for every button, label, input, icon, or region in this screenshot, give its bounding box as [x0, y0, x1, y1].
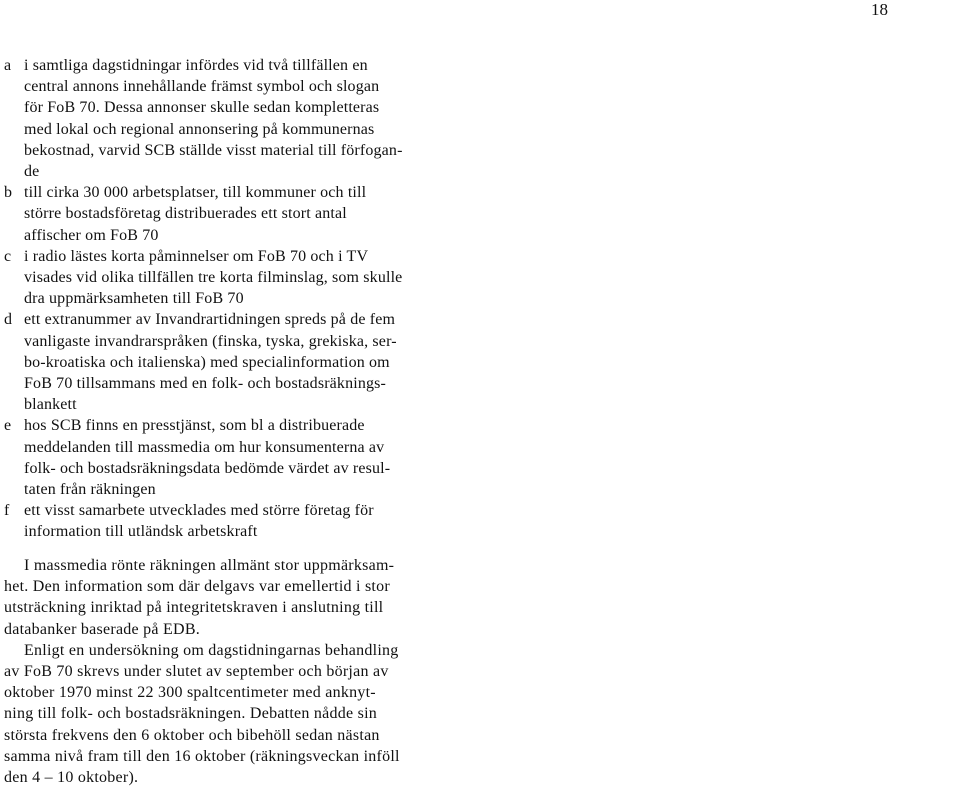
list-item-text — [24, 182, 422, 246]
list-item-letter: f — [4, 502, 10, 520]
list-item-letter: c — [4, 247, 12, 265]
text-line: största frekvens den 6 oktober och bibehöll sedan nästan — [4, 726, 380, 744]
text-line: taten från räkningen — [24, 481, 156, 499]
text-line: oktober 1970 minst 22 300 spaltcentimeter med anknyt- — [4, 684, 376, 702]
list-item — [4, 246, 422, 310]
text-line: i samtliga dagstidningar infördes vid två tillfällen en — [24, 57, 368, 74]
text-line: affischer om FoB 70 — [24, 226, 159, 244]
text-line: hos SCB finns en presstjänst, som bl a distribuerade — [24, 417, 365, 435]
list-item-text — [24, 309, 422, 415]
text-line: större bostadsföretag distribuerades ett stort antal — [24, 205, 347, 223]
text-line: FoB 70 tillsammans med en folk- och bostadsräknings- — [24, 375, 386, 393]
lettered-list — [4, 55, 422, 543]
text-line: I massmedia rönte räkningen allmänt stor uppmärksam- — [24, 557, 395, 574]
text-line: visades vid olika tillfällen tre korta filminslag, som skulle — [24, 269, 403, 287]
text-line: bo-kroatiska och italienska) med specialinformation om — [24, 353, 390, 371]
list-item-text — [24, 415, 422, 500]
text-line: Enligt en undersökning om dagstidningarnas behandling — [24, 641, 399, 659]
text-line: vanligaste invandrarspråken (finska, tyska, grekiska, ser- — [24, 332, 397, 350]
list-item-text — [24, 55, 422, 182]
text-line: information till utländsk arbetskraft — [24, 523, 258, 541]
text-line: ning till folk- och bostadsräkningen. Debatten nådde sin — [4, 705, 378, 723]
text-line: het. Den information som där delgavs var emellertid i stor — [4, 578, 390, 596]
text-line: ett visst samarbete utvecklades med större företag för — [24, 502, 374, 520]
list-item-letter: d — [4, 311, 12, 329]
text-line: blankett — [24, 396, 77, 414]
text-line: den 4 – 10 oktober). — [4, 769, 139, 787]
list-item — [4, 309, 422, 415]
text-line: bekostnad, varvid SCB ställde visst material till förfogan- — [24, 141, 403, 159]
text-line: till cirka 30 000 arbetsplatser, till kommuner och till — [24, 184, 367, 202]
list-item — [4, 182, 422, 246]
text-line: samma nivå fram till den 16 oktober (räkningsveckan inföll — [4, 747, 400, 765]
paragraph — [4, 640, 422, 788]
list-item — [4, 55, 422, 182]
list-item-text — [24, 500, 422, 542]
list-item — [4, 415, 422, 500]
list-item — [4, 500, 422, 542]
paragraph — [4, 555, 422, 640]
text-line: av FoB 70 skrevs under slutet av september och början av — [4, 663, 389, 681]
text-line: ett extranummer av Invandrartidningen spreds på de fem — [24, 311, 396, 329]
list-item-letter: b — [4, 184, 12, 202]
text-line: med lokal och regional annonsering på kommunernas — [24, 120, 375, 138]
text-line: dra uppmärksamheten till FoB 70 — [24, 290, 244, 308]
text-line: i radio lästes korta påminnelser om FoB 70 och i TV — [24, 247, 369, 265]
list-item-letter: a — [4, 57, 12, 74]
text-line: databanker baserade på EDB. — [4, 620, 200, 638]
text-line: folk- och bostadsräkningsdata bedömde värdet av resul- — [24, 459, 391, 477]
text-line: för FoB 70. Dessa annonser skulle sedan kompletteras — [24, 99, 380, 117]
text-line: de — [24, 163, 40, 181]
body-text — [4, 555, 422, 788]
text-line: utsträckning inriktad på integritetskraven i anslutning till — [4, 599, 384, 617]
page-number: 18 — [871, 0, 888, 19]
list-item-letter: e — [4, 417, 12, 435]
text-line: meddelanden till massmedia om hur konsumenterna av — [24, 438, 385, 456]
text-line: central annons innehållande främst symbol och slogan — [24, 78, 380, 96]
list-item-text — [24, 246, 422, 310]
